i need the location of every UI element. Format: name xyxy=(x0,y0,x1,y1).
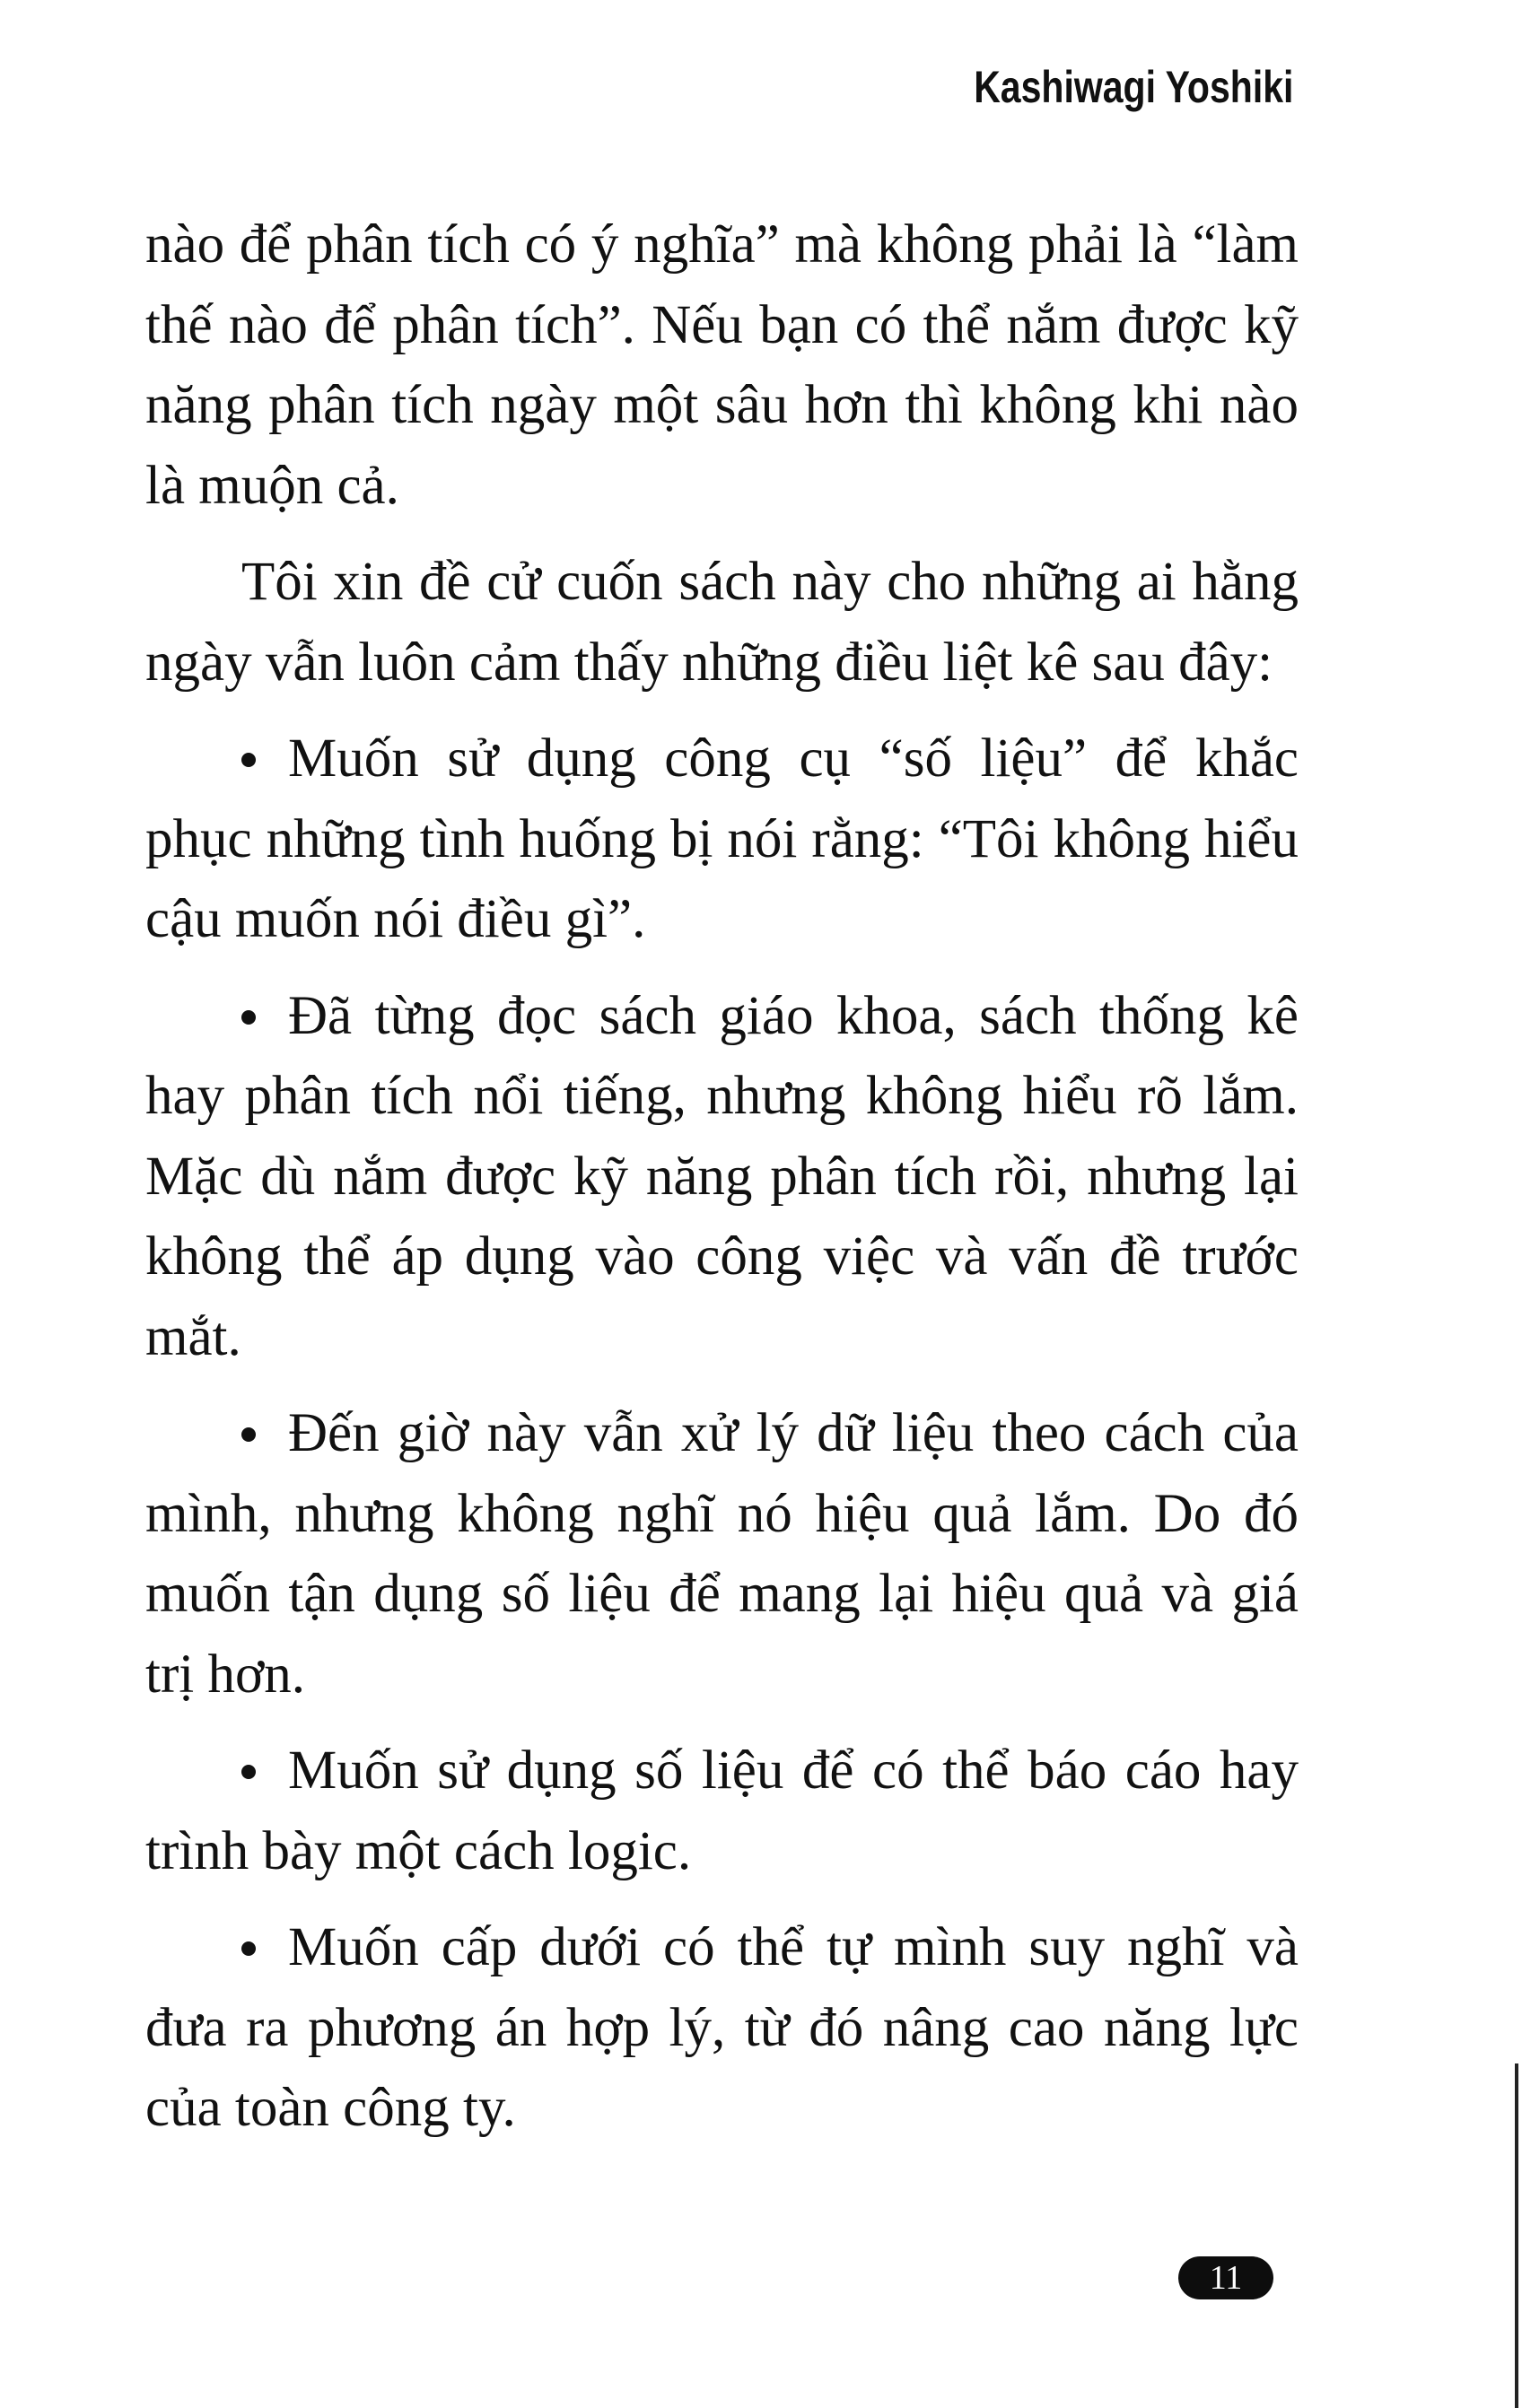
paragraph-intro: Tôi xin đề cử cuốn sách này cho những ai hằng ngày vẫn luôn cảm thấy những điều liệt kê sau đây: xyxy=(145,552,1299,693)
bullet-text: Đến giờ này vẫn xử lý dữ liệu theo cách của mình, nhưng không nghĩ nó hiệu quả lắm. Do đó muốn tận dụng số liệu để mang lại hiệu quả và giá trị hơn. xyxy=(145,1403,1299,1705)
page-edge-shadow xyxy=(1515,2063,1518,2408)
bullet-item xyxy=(145,719,1299,960)
bullet-dot-icon xyxy=(241,753,256,767)
page-number-badge: 11 xyxy=(1178,2256,1273,2299)
bullet-dot-icon xyxy=(241,1427,256,1442)
page-body xyxy=(145,205,1299,2165)
bullet-text: Muốn sử dụng số liệu để có thể báo cáo hay trình bày một cách logic. xyxy=(145,1741,1299,1881)
bullet-item xyxy=(145,1907,1299,2149)
bullet-dot-icon xyxy=(241,1010,256,1025)
bullet-item xyxy=(145,976,1299,1378)
bullet-dot-icon xyxy=(241,1765,256,1779)
bullet-text: Đã từng đọc sách giáo khoa, sách thống kê hay phân tích nổi tiếng, nhưng không hiểu rõ lắm. Mặc dù nắm được kỹ năng phân tích rồi, nhưng lại không thể áp dụng vào công việc và vấn đề trước mắt. xyxy=(145,985,1299,1367)
bullet-item xyxy=(145,1393,1299,1714)
bullet-item xyxy=(145,1731,1299,1891)
bullet-dot-icon xyxy=(241,1941,256,1956)
bullet-text: Muốn cấp dưới có thể tự mình suy nghĩ và đưa ra phương án hợp lý, từ đó nâng cao năng lực của toàn công ty. xyxy=(145,1917,1299,2138)
running-header-author: Kashiwagi Yoshiki xyxy=(973,62,1293,112)
paragraph-continuation: nào để phân tích có ý nghĩa” mà không phải là “làm thế nào để phân tích”. Nếu bạn có thể nắm được kỹ năng phân tích ngày một sâu hơn thì không khi nào là muộn cả. xyxy=(145,214,1299,516)
bullet-text: Muốn sử dụng công cụ “số liệu” để khắc phục những tình huống bị nói rằng: “Tôi không hiểu cậu muốn nói điều gì”. xyxy=(145,729,1299,949)
